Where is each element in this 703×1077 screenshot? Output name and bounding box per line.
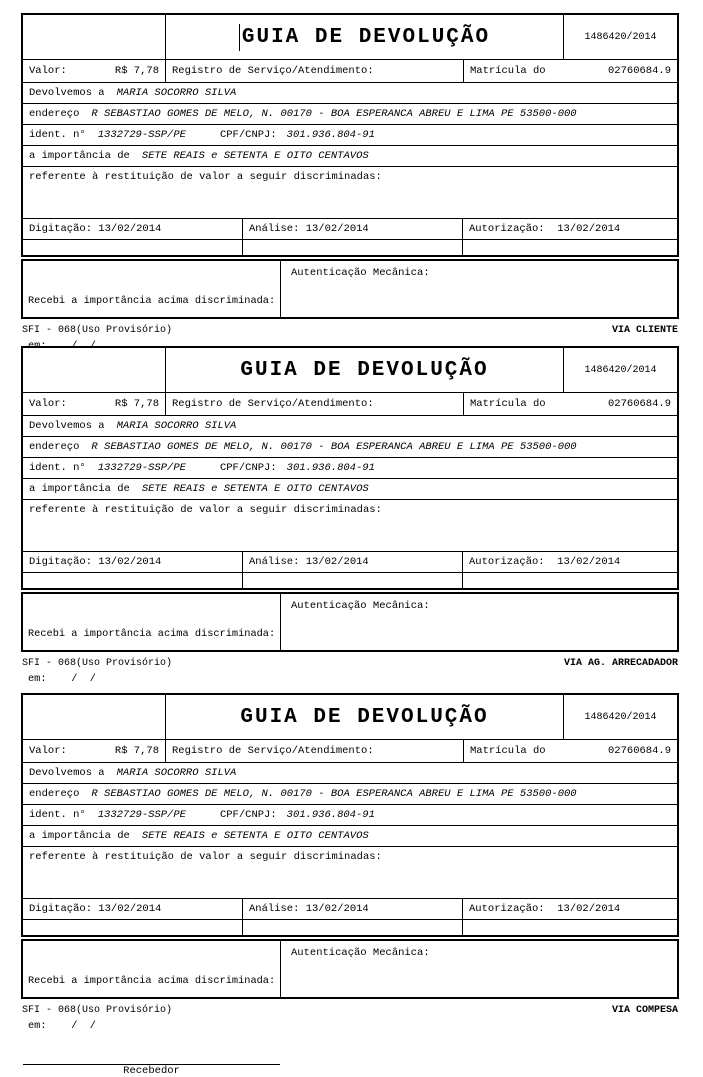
ident-label: ident. n° — [29, 809, 86, 821]
endereco-label: endereço — [29, 441, 80, 453]
via-label: VIA AG. ARRECADADOR — [563, 658, 678, 669]
ident-row — [23, 804, 677, 825]
footer-row — [21, 1005, 679, 1016]
form-title-text: GUIA DE DEVOLUÇÃO — [240, 705, 489, 729]
importancia-row — [23, 145, 677, 166]
devolvemos-value: MARIA SOCORRO SILVA — [116, 767, 237, 779]
endereco-row — [23, 103, 677, 124]
valor-value: R$ 7,78 — [114, 398, 159, 410]
ident-row — [23, 457, 677, 478]
form-title — [166, 348, 564, 392]
ident-value: 1332729-SSP/PE — [97, 462, 186, 474]
registro-label: Registro de Serviço/Atendimento: — [172, 745, 374, 757]
header-row — [23, 695, 677, 739]
valor-row — [23, 392, 677, 415]
devolvemos-label: Devolvemos a — [29, 767, 105, 779]
form-title — [166, 15, 564, 59]
importancia-value: SETE REAIS e SETENTA E OITO CENTAVOS — [141, 830, 369, 842]
cpf-label: CPF/CNPJ: — [219, 129, 277, 141]
guia-devolucao-copy-compesa — [21, 693, 679, 1077]
signatures-empty-row — [23, 239, 677, 255]
recebi-line1: Recebi a importância acima discriminada: — [28, 295, 276, 307]
valor-label: Valor: — [29, 745, 67, 757]
cpf-value: 301.936.804-91 — [286, 129, 375, 141]
devolvemos-row — [23, 762, 677, 783]
devolvemos-row — [23, 415, 677, 436]
form-table — [21, 346, 679, 590]
document-number: 1486420/2014 — [584, 364, 657, 376]
analise-cell: Análise: 13/02/2014 — [243, 552, 463, 572]
matricula-cell — [464, 740, 677, 762]
autorizacao-cell: Autorização: 13/02/2014 — [469, 223, 621, 235]
form-table — [21, 693, 679, 937]
empty-cell — [243, 240, 463, 255]
cpf-value: 301.936.804-91 — [286, 809, 375, 821]
ident-row — [23, 124, 677, 145]
cpf-label: CPF/CNPJ: — [219, 809, 277, 821]
referente-text: referente à restituição de valor a seguir discriminadas: — [29, 851, 382, 863]
dates-row — [23, 218, 677, 239]
ident-value: 1332729-SSP/PE — [97, 809, 186, 821]
recebi-line1: Recebi a importância acima discriminada: — [28, 975, 276, 987]
registro-cell — [166, 393, 464, 415]
footer-left-text: SFI - 068(Uso Provisório) — [22, 658, 173, 669]
analise-cell: Análise: 13/02/2014 — [243, 219, 463, 239]
empty-cell — [23, 240, 243, 255]
document-number: 1486420/2014 — [584, 31, 657, 43]
empty-cell — [243, 573, 463, 588]
importancia-row — [23, 478, 677, 499]
registro-cell — [166, 740, 464, 762]
endereco-value: R SEBASTIAO GOMES DE MELO, N. 00170 - BOA ESPERANCA ABREU E LIMA PE 53500-000 — [91, 788, 577, 800]
ident-label: ident. n° — [29, 462, 86, 474]
valor-row — [23, 59, 677, 82]
ident-label: ident. n° — [29, 129, 86, 141]
receipt-box — [21, 259, 679, 319]
endereco-value: R SEBASTIAO GOMES DE MELO, N. 00170 - BOA ESPERANCA ABREU E LIMA PE 53500-000 — [91, 108, 577, 120]
form-table — [21, 13, 679, 257]
recebedor-cell: Recebedor — [23, 1064, 280, 1077]
importancia-label: a importância de — [29, 150, 130, 162]
matricula-label: Matrícula do — [470, 65, 546, 77]
header-row — [23, 348, 677, 392]
importancia-label: a importância de — [29, 483, 130, 495]
matricula-label: Matrícula do — [470, 398, 546, 410]
signatures-empty-row — [23, 919, 677, 935]
digitacao-cell: Digitação: 13/02/2014 — [23, 219, 243, 239]
valor-row — [23, 739, 677, 762]
recebi-line2: em: / / — [28, 1020, 96, 1032]
registro-cell — [166, 60, 464, 82]
matricula-cell — [464, 60, 677, 82]
devolvemos-row — [23, 82, 677, 103]
referente-row — [23, 846, 677, 898]
form-title — [166, 695, 564, 739]
analise-cell: Análise: 13/02/2014 — [243, 899, 463, 919]
valor-value: R$ 7,78 — [114, 745, 159, 757]
cpf-label: CPF/CNPJ: — [219, 462, 277, 474]
valor-cell — [23, 60, 166, 82]
devolvemos-label: Devolvemos a — [29, 87, 105, 99]
recebi-text — [23, 941, 280, 1064]
header-blank-cell — [23, 348, 166, 392]
cpf-value: 301.936.804-91 — [286, 462, 375, 474]
matricula-value: 02760684.9 — [607, 745, 671, 757]
matricula-cell — [464, 393, 677, 415]
endereco-label: endereço — [29, 788, 80, 800]
recebi-cell — [23, 261, 281, 317]
importancia-row — [23, 825, 677, 846]
footer-row — [21, 325, 679, 336]
referente-row — [23, 499, 677, 551]
autenticacao-cell: Autenticação Mecânica: — [291, 267, 430, 279]
text-cursor — [239, 24, 240, 51]
header-blank-cell — [23, 15, 166, 59]
via-label: VIA CLIENTE — [611, 325, 678, 336]
empty-cell — [23, 573, 243, 588]
form-title-text: GUIA DE DEVOLUÇÃO — [240, 358, 489, 382]
autorizacao-cell: Autorização: 13/02/2014 — [469, 903, 621, 915]
signatures-empty-row — [23, 572, 677, 588]
dates-row — [23, 898, 677, 919]
autenticacao-cell: Autenticação Mecânica: — [291, 947, 430, 959]
recebi-line2: em: / / — [28, 673, 96, 685]
referente-text: referente à restituição de valor a seguir discriminadas: — [29, 171, 382, 183]
valor-label: Valor: — [29, 398, 67, 410]
empty-cell — [463, 240, 677, 255]
digitacao-cell: Digitação: 13/02/2014 — [23, 899, 243, 919]
empty-cell — [463, 920, 677, 935]
registro-label: Registro de Serviço/Atendimento: — [172, 398, 374, 410]
endereco-label: endereço — [29, 108, 80, 120]
via-label: VIA COMPESA — [611, 1005, 678, 1016]
empty-cell — [23, 920, 243, 935]
devolvemos-label: Devolvemos a — [29, 420, 105, 432]
devolvemos-value: MARIA SOCORRO SILVA — [116, 420, 237, 432]
footer-left-text: SFI - 068(Uso Provisório) — [22, 1005, 173, 1016]
endereco-row — [23, 783, 677, 804]
autenticacao-cell: Autenticação Mecânica: — [291, 600, 430, 612]
footer-left-text: SFI - 068(Uso Provisório) — [22, 325, 173, 336]
dates-row — [23, 551, 677, 572]
footer-row — [21, 658, 679, 669]
valor-cell — [23, 740, 166, 762]
referente-row — [23, 166, 677, 218]
referente-text: referente à restituição de valor a seguir discriminadas: — [29, 504, 382, 516]
valor-value: R$ 7,78 — [114, 65, 159, 77]
document-number: 1486420/2014 — [584, 711, 657, 723]
recebi-line1: Recebi a importância acima discriminada: — [28, 628, 276, 640]
importancia-value: SETE REAIS e SETENTA E OITO CENTAVOS — [141, 150, 369, 162]
empty-cell — [243, 920, 463, 935]
ident-value: 1332729-SSP/PE — [97, 129, 186, 141]
header-row — [23, 15, 677, 59]
matricula-label: Matrícula do — [470, 745, 546, 757]
autorizacao-cell: Autorização: 13/02/2014 — [469, 556, 621, 568]
valor-cell — [23, 393, 166, 415]
digitacao-cell: Digitação: 13/02/2014 — [23, 552, 243, 572]
guia-devolucao-copy-cliente — [21, 13, 679, 336]
guia-devolucao-copy-arrecadador — [21, 346, 679, 685]
endereco-value: R SEBASTIAO GOMES DE MELO, N. 00170 - BOA ESPERANCA ABREU E LIMA PE 53500-000 — [91, 441, 577, 453]
registro-label: Registro de Serviço/Atendimento: — [172, 65, 374, 77]
devolvemos-value: MARIA SOCORRO SILVA — [116, 87, 237, 99]
importancia-label: a importância de — [29, 830, 130, 842]
matricula-value: 02760684.9 — [607, 398, 671, 410]
importancia-value: SETE REAIS e SETENTA E OITO CENTAVOS — [141, 483, 369, 495]
matricula-value: 02760684.9 — [607, 65, 671, 77]
header-blank-cell — [23, 695, 166, 739]
form-title-text: GUIA DE DEVOLUÇÃO — [241, 25, 491, 49]
endereco-row — [23, 436, 677, 457]
empty-cell — [463, 573, 677, 588]
valor-label: Valor: — [29, 65, 67, 77]
